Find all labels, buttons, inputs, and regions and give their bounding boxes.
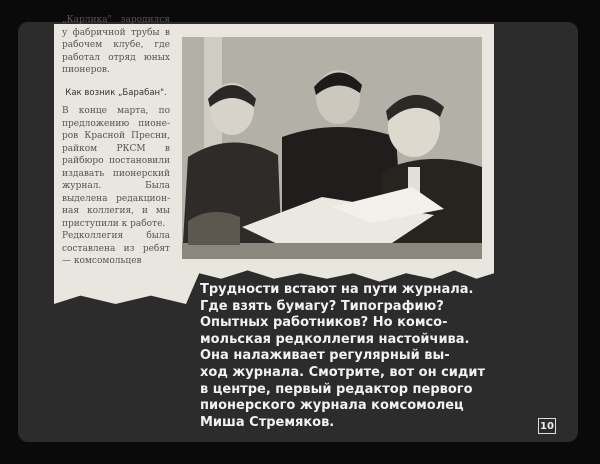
article-body: В конце марта, по предложению пионеров Красной Пресни, райком РКСМ в райбюро постановили издавать пионерский журнал. Была выделена редакционная коллегия, и мы приступили к работе. [62,106,170,229]
article-column [62,14,170,268]
article-top-fragment: „Карлика" зародился у фабричной трубы в рабочем клубе, где работал отряд юных пионеров. [62,15,170,75]
article-body-continued: Редколлегия была составлена из ребят — комсомольцев [62,231,170,266]
page-number: 10 [538,418,556,434]
group-photo [182,37,482,259]
article-subhead: Как возник „Барабан". [65,87,167,98]
slide-caption: Трудности встают на пути журнала. Где взять бумагу? Типографию? Опытных работников? Но комсо- мольская редколлегия настойчива. Она налаживает регулярный вы- ход журнала. Смотрите, вот он сидит в центре, первый редактор первого пионерского журнала комсомолец Миша Стремяков. [200,282,486,430]
